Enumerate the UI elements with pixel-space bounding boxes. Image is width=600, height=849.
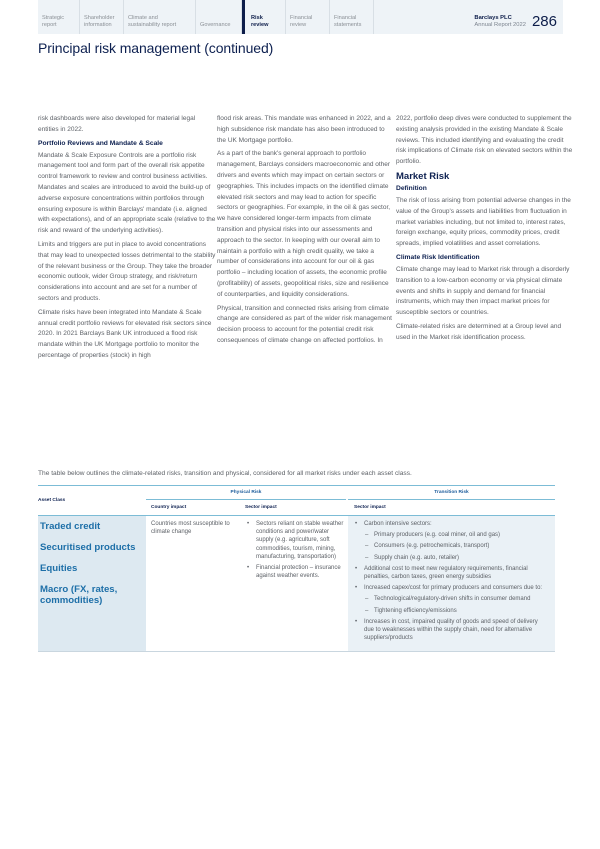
asset-class-macro: Macro (FX, rates, commodities) <box>40 584 118 606</box>
paragraph: As a part of the bank's general approach to portfolio management, Barclays considers macroeconomic and other drivers and events which may impact on certain sectors or geographies. This includes impacts on the identified climate elevated risk sectors and may lead to action for specific sectors or geographies. For example, in the oil & gas sector, we have considered longer-term impacts from climate transition and physical risks into our assessments and approach to the sector. In keeping with our overall aim to maintain a portfolio with a high credit quality, we take a number of considerations into account for our oil & gas portfolio – including location of assets, the economic profile (profitability) of assets, geopolitical risks, size and resilience of counterparties, and liquidity considerations. <box>217 150 391 298</box>
paragraph: flood risk areas. This mandate was enhanced in 2022, and a high subsidence risk mandate has also been introduced to the UK Mortgage portfolio. <box>217 115 391 144</box>
nav-tab-strategic-report[interactable]: Strategic report <box>38 0 80 34</box>
heading-market-risk: Market Risk <box>396 170 450 182</box>
page-title: Principal risk management (continued) <box>38 40 274 56</box>
sub-bullet-item: – Primary producers (e.g. coal miner, oil and gas) <box>364 531 549 539</box>
paragraph: The risk of loss arising from potential adverse changes in the value of the Group's assets and liabilities from fluctuation in market variables including, but not limited to, interest rates, foreign exchange, equity prices, commodity prices, credit spreads, implied volatilities and asset correlations. <box>396 196 571 248</box>
bullet-item: • Sectors reliant on stable weather conditions and power/water supply (e.g. agriculture, soft commodities, tourism, mining, manufacturing, transportation) <box>246 520 344 561</box>
header-transition-risk: Transition Risk <box>434 490 469 495</box>
heading-climate-risk-identification: Climate Risk Identification <box>396 253 480 261</box>
asset-class-traded-credit: Traded credit <box>40 521 101 532</box>
bullet-item: • Financial protection – insurance against weather events. <box>246 564 344 580</box>
paragraph: Climate risks have been integrated into Mandate & Scale annual credit portfolio reviews for elevated risk sectors since 2020. In 2021 Barclays Bank UK introduced a flood risk mandate within the UK Mortgage portfolio to monitor the percentage of properties (stock) in high <box>38 308 212 359</box>
asset-class-securitised-products: Securitised products <box>40 542 136 553</box>
asset-class-equities: Equities <box>40 563 78 574</box>
bullet-item: • Additional cost to meet new regulatory requirements, financial penalties, carbon taxes, green energy subsidies <box>354 565 549 581</box>
table-intro: The table below outlines the climate-related risks, transition and physical, considered for all market risks under each asset class. <box>38 470 412 477</box>
header-sector-impact-physical: Sector impact <box>245 505 277 510</box>
header-asset-class: Asset Class <box>38 498 66 503</box>
brand-block <box>474 0 563 34</box>
climate-risk-table <box>38 485 555 652</box>
country-impact-cell: Countries most susceptible to climate change <box>151 521 230 536</box>
report-name: Barclays PLC Annual Report 2022 <box>474 15 526 29</box>
table-row <box>38 516 555 652</box>
text-column-1 <box>38 114 216 365</box>
sub-bullet-item: – Supply chain (e.g. auto, retailer) <box>364 554 549 562</box>
header-sector-impact-transition: Sector impact <box>354 505 386 510</box>
nav-tab-climate-sustainability[interactable]: Climate and sustainability report <box>124 0 196 34</box>
paragraph: Mandate & Scale Exposure Controls are a portfolio risk management tool and form part of the overall risk appetite control framework to review and control business activities. Mandates and scales are introduced to avoid the build-up of adverse exposure concentrations within portfolios through ensuring exposure is within Barclays' mandate (i.e. aligned with expectations), and of an appropriate scale (relative to the risk and reward of the underlying activities). <box>38 151 216 235</box>
sub-bullet-item: – Tightening efficiency/emissions <box>364 607 549 615</box>
paragraph: 2022, portfolio deep dives were conducted to supplement the existing analysis provided in the existing Mandate & Scale reviews. This included identifying and evaluating the credit risk implications of Climate risk on elevated sectors within the portfolio. <box>396 115 573 166</box>
transition-sector-impact-cell <box>348 516 555 651</box>
paragraph: Climate-related risks are determined at a Group level and used in the Market risk identification process. <box>396 322 562 341</box>
paragraph: Physical, transition and connected risks arising from climate change are considered as part of the wider risk management decision process to account for the potential credit risk consequences of climate change on affected portfolios. In <box>217 304 392 344</box>
heading-definition: Definition <box>396 184 427 192</box>
sub-bullet-item: – Technological/regulatory-driven shifts in consumer demand <box>364 595 549 603</box>
section-nav <box>38 0 563 34</box>
header-divider <box>348 499 555 500</box>
nav-tab-shareholder-information[interactable]: Shareholder information <box>80 0 124 34</box>
nav-tab-financial-review[interactable]: Financial review <box>286 0 330 34</box>
paragraph: Limits and triggers are put in place to avoid concentrations that may lead to unexpected losses detrimental to the stability of the relevant business or the Group. They take the broader economic outlook, wider Group strategy, and risk/return considerations into account and are set for a number of sectors and products. <box>38 240 216 302</box>
text-column-3 <box>396 114 574 347</box>
nav-tab-risk-review[interactable]: Risk review <box>242 0 286 34</box>
text-column-2 <box>217 114 395 350</box>
paragraph: risk dashboards were also developed for material legal entities in 2022. <box>38 115 196 133</box>
header-country-impact: Country impact <box>151 505 187 510</box>
bullet-item: • Carbon intensive sectors: – Primary producers (e.g. coal miner, oil and gas) – Consumers (e.g. petrochemicals, transport) – Supply chain (e.g. auto, retailer) <box>354 520 549 562</box>
heading-portfolio-reviews: Portfolio Reviews and Mandate & Scale <box>38 139 163 147</box>
page-number: 286 <box>531 13 557 30</box>
physical-sector-impact-cell <box>240 516 348 651</box>
nav-tab-governance[interactable]: Governance <box>196 0 242 34</box>
nav-tab-financial-statements[interactable]: Financial statements <box>330 0 374 34</box>
bullet-item: • Increases in cost, impaired quality of goods and speed of delivery due to weaknesses within the supply chain, need for alternative suppliers/products <box>354 618 549 643</box>
header-divider <box>146 499 346 500</box>
table-header <box>38 486 555 516</box>
paragraph: Climate change may lead to Market risk through a disorderly transition to a low-carbon economy or via physical climate events and shifts in supply and demand for financial instruments, which may then impact market prices for susceptible sectors or countries. <box>396 265 570 317</box>
sub-bullet-item: – Consumers (e.g. petrochemicals, transport) <box>364 542 549 550</box>
asset-class-cell <box>38 516 146 651</box>
bullet-item: • Increased capex/cost for primary producers and consumers due to: – Technological/regulatory-driven shifts in consumer demand – Tightening efficiency/emissions <box>354 584 549 615</box>
header-physical-risk: Physical Risk <box>230 490 262 495</box>
